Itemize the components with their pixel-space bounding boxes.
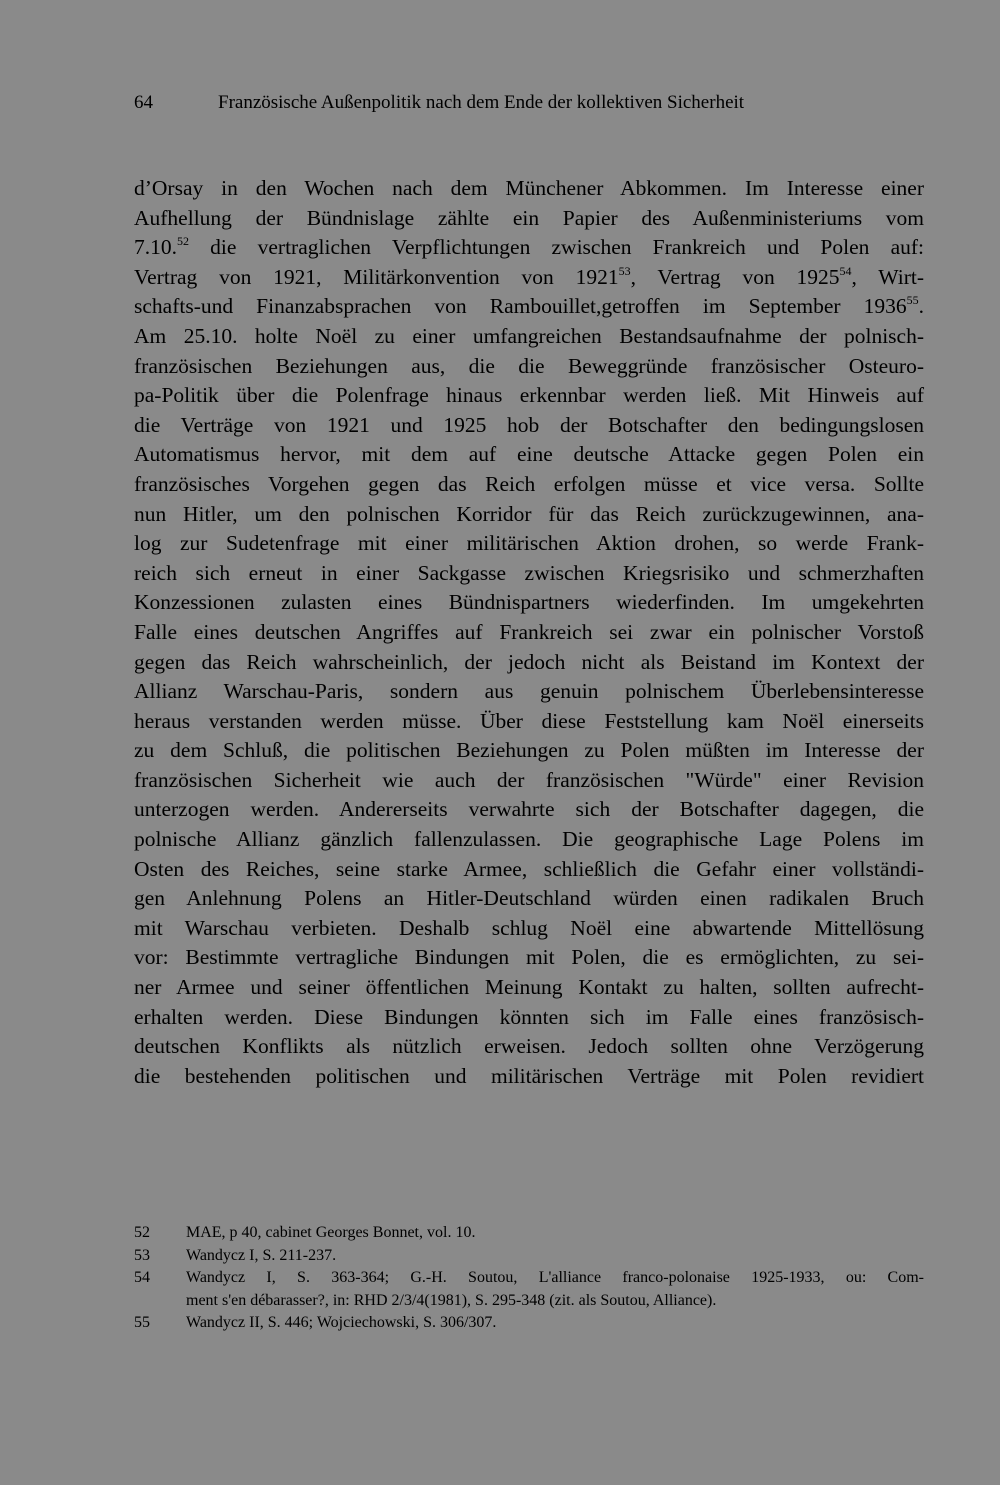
- footnote-reference[interactable]: 54: [839, 263, 852, 278]
- text-segment: französischen Beziehungen aus, die die Beweggründe französischer Osteuro-: [134, 353, 924, 378]
- text-segment: pa-Politik über die Polenfrage hinaus erkennbar werden ließ. Mit Hinweis auf: [134, 383, 924, 408]
- text-segment: heraus verstanden werden müsse. Über diese Feststellung kam Noël einerseits: [134, 708, 924, 733]
- text-segment: reich sich erneut in einer Sackgasse zwischen Kriegsrisiko und schmerzhaften: [134, 560, 924, 585]
- text-line: [134, 292, 924, 322]
- text-line: [134, 322, 924, 352]
- text-segment: , Vertrag von 1925: [630, 264, 840, 289]
- footnote-line: Wandycz II, S. 446; Wojciechowski, S. 306/307.: [186, 1314, 497, 1331]
- text-segment: Osten des Reiches, seine starke Armee, schließlich die Gefahr einer vollständi-: [134, 856, 924, 881]
- text-segment: , Wirt-: [851, 264, 924, 289]
- text-line: [134, 1003, 924, 1033]
- text-line: [134, 766, 924, 796]
- text-segment: .: [918, 294, 924, 319]
- footnote-reference[interactable]: 55: [906, 293, 919, 308]
- text-line: [134, 204, 924, 234]
- text-segment: ner Armee und seiner öffentlichen Meinung Kontakt zu halten, sollten aufrecht-: [134, 975, 924, 1000]
- footnote-text: [186, 1222, 924, 1245]
- text-line: [134, 736, 924, 766]
- text-line: [134, 973, 924, 1003]
- text-line: [134, 381, 924, 411]
- text-segment: schafts-und Finanzabsprachen von Rambouillet,getroffen im September 1936: [134, 294, 907, 319]
- text-line: [134, 529, 924, 559]
- text-segment: Falle eines deutschen Angriffes auf Frankreich sei zwar ein polnischer Vorstoß: [134, 619, 924, 644]
- text-line: [134, 884, 924, 914]
- text-segment: Allianz Warschau-Paris, sondern aus genuin polnischem Überlebensinteresse: [134, 679, 924, 704]
- text-segment: vor: Bestimmte vertragliche Bindungen mit Polen, die es ermöglichten, zu sei-: [134, 945, 924, 970]
- text-line: [134, 855, 924, 885]
- footnote-line: Wandycz I, S. 211-237.: [186, 1246, 337, 1264]
- text-line: [134, 1032, 924, 1062]
- text-segment: Automatismus hervor, mit dem auf eine deutsche Attacke gegen Polen ein: [134, 442, 924, 467]
- text-segment: die bestehenden politischen und militärischen Verträge mit Polen revidiert: [134, 1063, 924, 1088]
- footnotes-section: [134, 1222, 924, 1335]
- footnote-reference[interactable]: 53: [618, 263, 631, 278]
- text-line: [134, 470, 924, 500]
- footnote-number: 55: [134, 1314, 150, 1331]
- body-paragraph: [134, 174, 924, 1091]
- text-segment: log zur Sudetenfrage mit einer militärischen Aktion drohen, so werde Frank-: [134, 531, 924, 556]
- text-line: [134, 263, 924, 293]
- text-segment: nun Hitler, um den polnischen Korridor für das Reich zurückzugewinnen, ana-: [134, 501, 924, 526]
- text-line: [134, 500, 924, 530]
- text-line: [134, 588, 924, 618]
- text-line: [134, 825, 924, 855]
- text-line: [134, 352, 924, 382]
- text-segment: französisches Vorgehen gegen das Reich erfolgen müsse et vice versa. Sollte: [134, 471, 924, 496]
- footnote-text: [186, 1312, 924, 1335]
- footnote: [134, 1245, 924, 1268]
- footnote-line: Wandycz I, S. 363-364; G.-H. Soutou, L'alliance franco-polonaise 1925-1933, ou: Com-: [186, 1269, 924, 1286]
- text-line: [134, 648, 924, 678]
- text-line: [134, 233, 924, 263]
- text-line: [134, 440, 924, 470]
- text-segment: polnische Allianz gänzlich fallenzulassen. Die geographische Lage Polens im: [134, 827, 924, 852]
- footnote: [134, 1312, 924, 1335]
- footnote-number: 52: [134, 1224, 150, 1241]
- running-title: Französische Außenpolitik nach dem Ende der kollektiven Sicherheit: [218, 92, 745, 113]
- text-segment: d’Orsay in den Wochen nach dem Münchener Abkommen. Im Interesse einer: [134, 176, 924, 200]
- text-segment: 7.10.: [134, 235, 177, 260]
- text-segment: Aufhellung der Bündnislage zählte ein Papier des Außenministeriums vom: [134, 205, 924, 230]
- text-segment: französischen Sicherheit wie auch der französischen "Würde" einer Revision: [134, 767, 924, 792]
- text-line: [134, 914, 924, 944]
- text-segment: erhalten werden. Diese Bindungen könnten sich im Falle eines französisch-: [134, 1004, 924, 1029]
- page-number: 64: [134, 92, 153, 113]
- text-segment: Am 25.10. holte Noël zu einer umfangreichen Bestandsaufnahme der polnisch-: [134, 323, 924, 348]
- text-segment: die Verträge von 1921 und 1925 hob der Botschafter den bedingungslosen: [134, 412, 924, 437]
- text-line: [134, 677, 924, 707]
- footnote-line: MAE, p 40, cabinet Georges Bonnet, vol. 10.: [186, 1224, 476, 1241]
- text-line: [134, 411, 924, 441]
- text-segment: die vertraglichen Verpflichtungen zwischen Frankreich und Polen auf:: [189, 235, 924, 260]
- text-segment: gen Anlehnung Polens an Hitler-Deutschland würden einen radikalen Bruch: [134, 886, 924, 911]
- footnote-line: ment s'en débarasser?, in: RHD 2/3/4(1981), S. 295-348 (zit. als Soutou, Alliance).: [186, 1291, 717, 1309]
- text-segment: zu dem Schluß, die politischen Beziehungen zu Polen müßten im Interesse der: [134, 738, 924, 763]
- text-line: [134, 943, 924, 973]
- footnote: [134, 1267, 924, 1312]
- footnote: [134, 1222, 924, 1245]
- text-segment: Konzessionen zulasten eines Bündnispartners wiederfinden. Im umgekehrten: [134, 590, 924, 615]
- text-line: [134, 174, 924, 204]
- text-segment: unterzogen werden. Andererseits verwahrte sich der Botschafter dagegen, die: [134, 797, 924, 822]
- footnote-text: [186, 1245, 924, 1268]
- footnote-number: 53: [134, 1246, 150, 1264]
- text-line: [134, 1062, 924, 1092]
- footnote-reference[interactable]: 52: [177, 234, 189, 249]
- text-segment: deutschen Konflikts als nützlich erweisen. Jedoch sollten ohne Verzögerung: [134, 1034, 924, 1059]
- text-segment: Vertrag von 1921, Militärkonvention von 1921: [134, 264, 619, 289]
- footnote-number: 54: [134, 1269, 150, 1286]
- text-line: [134, 707, 924, 737]
- footnote-text: [186, 1267, 924, 1312]
- text-line: [134, 618, 924, 648]
- text-segment: gegen das Reich wahrscheinlich, der jedoch nicht als Beistand im Kontext der: [134, 649, 924, 674]
- text-line: [134, 795, 924, 825]
- text-line: [134, 559, 924, 589]
- text-segment: mit Warschau verbieten. Deshalb schlug Noël eine abwartende Mittellösung: [134, 915, 924, 940]
- running-header: [134, 90, 934, 116]
